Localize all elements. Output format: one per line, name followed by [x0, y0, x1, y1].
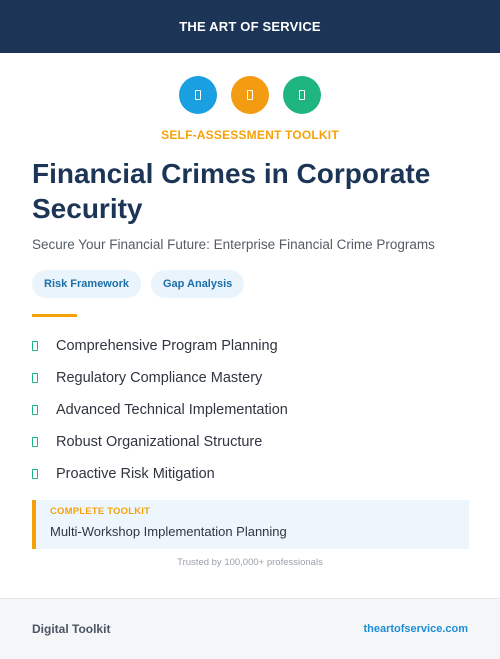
list-item [32, 426, 472, 458]
list-item [32, 394, 472, 426]
list-item [32, 362, 472, 394]
toolkit-callout [32, 500, 469, 549]
document-icon [179, 76, 217, 114]
footer-label: Digital Toolkit [32, 622, 111, 636]
feature-label: Regulatory Compliance Mastery [56, 370, 263, 386]
feature-label: Comprehensive Program Planning [56, 338, 278, 354]
trust-note: Trusted by 100,000+ professionals [177, 557, 323, 568]
clipboard-icon [231, 76, 269, 114]
tag-gap-analysis[interactable]: Gap Analysis [151, 270, 244, 298]
list-item [32, 330, 472, 362]
check-icon [32, 373, 38, 383]
list-item [32, 458, 472, 490]
tag-risk-framework[interactable]: Risk Framework [32, 270, 141, 298]
feature-list [32, 330, 472, 490]
feature-label: Advanced Technical Implementation [56, 402, 288, 418]
website-link[interactable]: theartofservice.com [363, 623, 468, 635]
page-title: Financial Crimes in Corporate Security [32, 158, 431, 224]
brand-title: THE ART OF SERVICE [179, 19, 321, 34]
accent-divider [32, 314, 77, 317]
check-icon [32, 437, 38, 447]
icon-row [0, 76, 500, 114]
callout-text: Multi-Workshop Implementation Planning [50, 524, 287, 539]
footer-bar [0, 598, 500, 659]
tag-list [32, 270, 244, 298]
callout-label: COMPLETE TOOLKIT [50, 506, 151, 517]
page-subtitle: Secure Your Financial Future: Enterprise Financial Crime Programs [32, 237, 435, 252]
feature-label: Proactive Risk Mitigation [56, 466, 215, 482]
feature-label: Robust Organizational Structure [56, 434, 263, 450]
check-icon [32, 405, 38, 415]
eyebrow-label: SELF-ASSESSMENT TOOLKIT [161, 128, 339, 142]
checklist-icon [283, 76, 321, 114]
check-icon [32, 469, 38, 479]
header-bar [0, 0, 500, 53]
check-icon [32, 341, 38, 351]
